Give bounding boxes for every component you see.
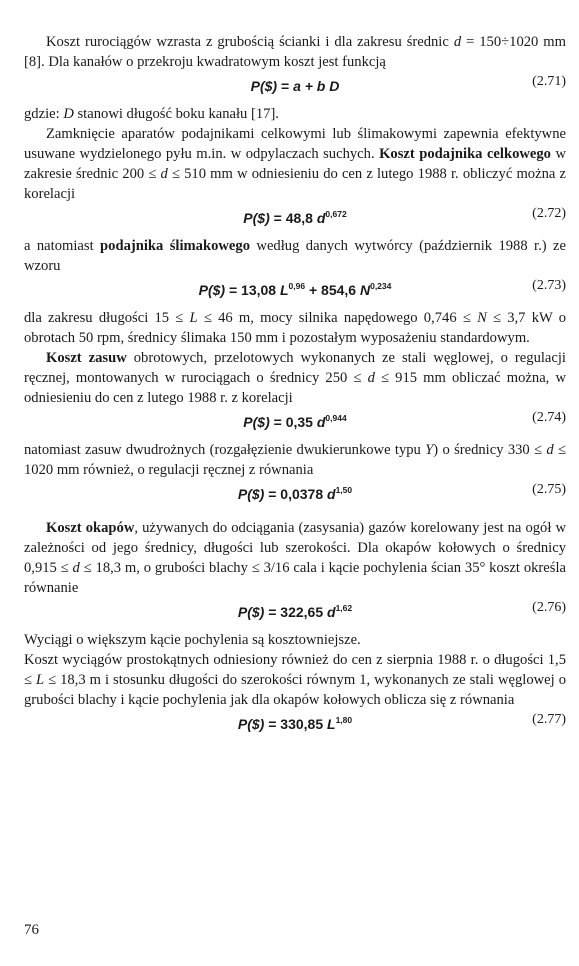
text: ≤ 915 mm obliczać można, w odniesieniu do cen z lutego 1988 r. z korelacji [24, 370, 566, 406]
eq-var: L [279, 282, 289, 298]
equation-2-71 [24, 76, 566, 96]
eq-var: d [316, 210, 326, 226]
paragraph-screw-feeder [24, 236, 566, 276]
text: w zakresie średnic 200 ≤ [24, 146, 566, 182]
var-N: N [477, 310, 487, 326]
text: , używanych do odciągania (zasysania) gazów korelowany jest na ogół w zależności od jego średnicy, długości lub szerokości. Dla okapów kołowych o średnicy 0,915 ≤ [24, 520, 566, 576]
bold-term: Koszt zasuw [46, 350, 127, 366]
eq-var: d [327, 486, 336, 502]
paragraph-where [24, 104, 566, 124]
text: a natomiast [24, 238, 101, 254]
var-d: d [453, 34, 462, 50]
paragraph-two-way-valves [24, 440, 566, 480]
equation-2-76 [24, 602, 566, 622]
paragraph-range [24, 308, 566, 348]
eq-op: = [280, 78, 290, 94]
eq-coef: 48,8 [285, 210, 317, 226]
bold-term: Koszt podajnika celkowego [379, 146, 551, 162]
eq-coef: + 854,6 [305, 282, 360, 298]
text: według danych wytwórcy (październik 1988 r.) ze wzoru [24, 238, 566, 274]
text: dla zakresu długości 15 ≤ [24, 310, 190, 326]
equation-number: (2.75) [532, 482, 566, 497]
paragraph-extractors-note [24, 630, 566, 650]
text: ≤ 18,3 m, o grubości blachy ≤ 3/16 cala i kącie pochylenia ścian 35° koszt określa równanie [24, 560, 566, 596]
eq-exponent: 1,62 [335, 603, 353, 613]
equation-2-72 [24, 208, 566, 228]
equation-2-74 [24, 412, 566, 432]
var-d: d [367, 370, 375, 386]
eq-op: = [273, 414, 282, 430]
eq-coef: 13,08 [241, 282, 280, 298]
paragraph-valves [24, 348, 566, 408]
eq-exponent: 0,96 [288, 281, 306, 291]
eq-coef: 330,85 [280, 716, 328, 732]
eq-var: d [327, 604, 336, 620]
eq-lhs: P($) [243, 210, 270, 226]
text: ≤ 510 mm w odniesieniu do cen z lutego 1988 r. obliczyć można z korelacji [24, 166, 566, 202]
text: ≤ 1020 mm również, o regulacji ręcznej z równania [24, 442, 566, 478]
paragraph-rect-extractors [24, 650, 566, 710]
text: ≤ 3,7 kW o obrotach 50 rpm, średnicy ślimaka 150 mm i pozostałym wyposażeniu standardowym. [24, 310, 567, 346]
var-Y: Y [425, 442, 434, 458]
equation-2-73 [24, 280, 566, 300]
equation-number: (2.76) [532, 600, 566, 615]
eq-op: = [268, 716, 277, 732]
equation-2-77 [24, 714, 566, 734]
eq-lhs: P($) [237, 604, 265, 620]
eq-lhs: P($) [250, 78, 278, 94]
text: Koszt wyciągów prostokątnych odniesiony również do cen z sierpnia 1988 r. o długości 1,5 ≤ [24, 652, 566, 688]
eq-coef: 0,35 [285, 414, 317, 430]
eq-lhs: P($) [237, 486, 265, 502]
eq-rhs: a + b D [293, 78, 340, 94]
eq-exponent: 0,234 [370, 281, 392, 291]
page-number: 76 [24, 922, 39, 938]
paragraph-cell-feeder [24, 124, 566, 204]
var-d: d [72, 560, 80, 576]
eq-lhs: P($) [198, 282, 226, 298]
text: Zamknięcie aparatów podajnikami celkowymi lub ślimakowymi zapewnia efektywne usuwane wydzielonego pyłu m.in. w odpylaczach suchych. [24, 126, 566, 162]
eq-coef: 0,0378 [280, 486, 328, 502]
bold-term: Koszt okapów [46, 520, 135, 536]
eq-var: d [316, 414, 326, 430]
text: stanowi długość boku kanału [17]. [73, 106, 279, 122]
equation-number: (2.72) [532, 206, 566, 221]
var-L: L [36, 672, 45, 688]
var-D: D [63, 106, 74, 122]
equation-number: (2.77) [532, 712, 566, 727]
eq-exponent: 1,50 [335, 485, 353, 495]
eq-coef: 322,65 [280, 604, 328, 620]
text: Wyciągi o większym kącie pochylenia są kosztowniejsze. [24, 632, 361, 648]
text: ≤ 46 m, mocy silnika napędowego 0,746 ≤ [197, 310, 478, 326]
equation-number: (2.71) [532, 74, 566, 89]
var-L: L [189, 310, 198, 326]
text: obrotowych, przelotowych wykonanych ze stali węglowej, o regulacji ręcznej, montowanych w rurociągach o średnicy 250 ≤ [24, 350, 566, 386]
eq-exponent: 1,80 [335, 715, 353, 725]
var-d: d [160, 166, 168, 182]
var-d: d [546, 442, 554, 458]
text: ) o średnicy 330 ≤ [433, 442, 547, 458]
paragraph-pipelines [24, 32, 566, 72]
bold-term: podajnika ślimakowego [100, 238, 250, 254]
equation-2-75 [24, 484, 566, 504]
eq-exponent: 0,672 [325, 209, 347, 219]
eq-op: = [273, 210, 282, 226]
paragraph-hoods [24, 518, 566, 598]
equation-number: (2.74) [532, 410, 566, 425]
text: ≤ 18,3 m i stosunku długości do szerokości równym 1, wykonanych ze stali węglowej o grubości blachy i kącie pochylenia jak dla okapów kołowych oblicza się z równania [24, 672, 566, 708]
eq-lhs: P($) [237, 716, 265, 732]
eq-op: = [228, 282, 238, 298]
text: gdzie: [24, 106, 64, 122]
eq-var: N [359, 282, 371, 298]
text: Koszt rurociągów wzrasta z grubością ścianki i dla zakresu średnic [46, 34, 449, 50]
eq-op: = [268, 486, 277, 502]
equation-number: (2.73) [532, 278, 566, 293]
eq-op: = [268, 604, 277, 620]
eq-var: L [327, 716, 336, 732]
text: natomiast zasuw dwudrożnych (rozgałęzienie dwukierunkowe typu [24, 442, 426, 458]
eq-lhs: P($) [243, 414, 270, 430]
text: = 150÷1020 mm [8]. Dla kanałów o przekroju kwadratowym koszt jest funkcją [24, 34, 567, 70]
eq-exponent: 0,944 [325, 413, 347, 423]
